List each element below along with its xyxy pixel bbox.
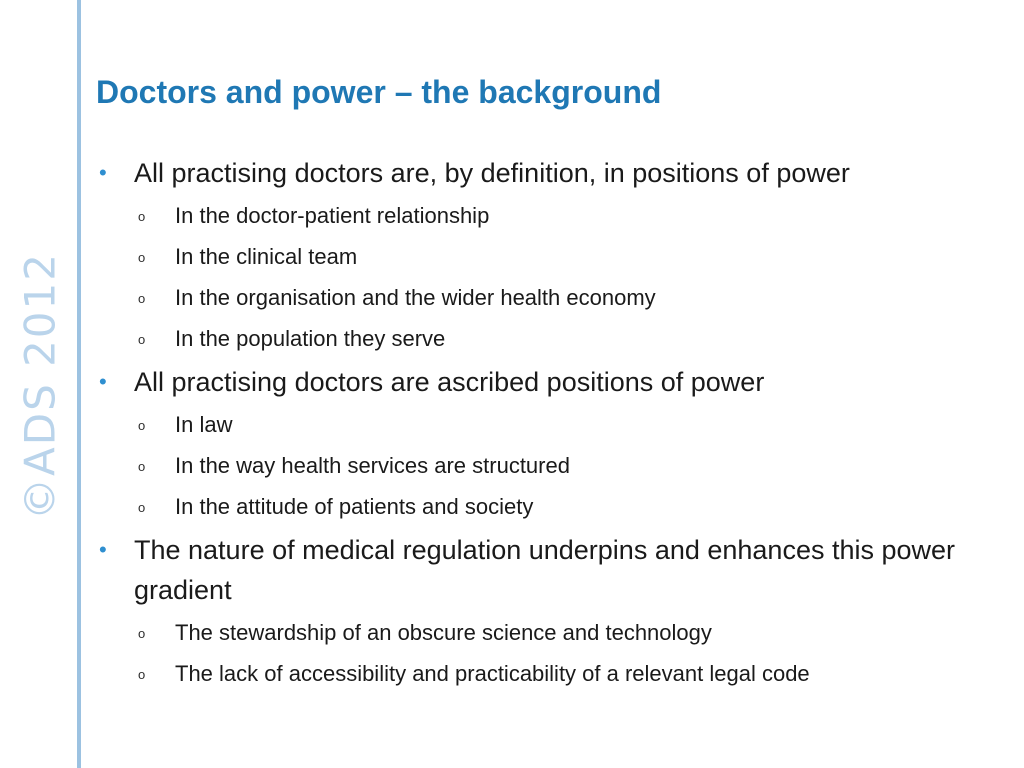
sub-bullet-point: [96, 277, 996, 318]
slide-title: Doctors and power – the background: [96, 74, 662, 110]
circle-bullet-icon: o: [138, 500, 146, 515]
bullet-text: The nature of medical regulation underpins and enhances this power gradient: [134, 535, 956, 605]
bullet-point: [96, 153, 996, 193]
sub-bullet-text: In the clinical team: [175, 244, 358, 269]
sub-bullet-text: In the population they serve: [175, 326, 446, 351]
sub-bullet-point: [96, 612, 996, 653]
sub-bullet-text: In law: [175, 412, 233, 437]
bullet-point: [96, 530, 996, 610]
circle-bullet-icon: o: [138, 459, 146, 474]
sub-bullet-point: [96, 195, 996, 236]
sub-bullet-text: In the doctor-patient relationship: [175, 203, 490, 228]
circle-bullet-icon: o: [138, 250, 146, 265]
bullet-dot-icon: •: [99, 160, 107, 185]
bullet-dot-icon: •: [99, 369, 107, 394]
sub-bullet-text: The stewardship of an obscure science and technology: [175, 620, 712, 645]
sub-bullet-point: [96, 653, 996, 694]
sub-bullet-text: In the way health services are structured: [175, 453, 570, 478]
sub-bullet-text: The lack of accessibility and practicability of a relevant legal code: [175, 661, 810, 686]
sub-bullet-point: [96, 445, 996, 486]
slide-content: [96, 150, 996, 694]
bullet-point: [96, 362, 996, 402]
circle-bullet-icon: o: [138, 667, 146, 682]
bullet-dot-icon: •: [99, 537, 107, 562]
circle-bullet-icon: o: [138, 626, 146, 641]
sub-bullet-point: [96, 486, 996, 527]
circle-bullet-icon: o: [138, 209, 146, 224]
sub-bullet-point: [96, 318, 996, 359]
copyright-watermark: ©ADS 2012: [15, 252, 65, 520]
side-rule: [77, 0, 81, 768]
bullet-text: All practising doctors are ascribed positions of power: [134, 367, 765, 397]
sub-bullet-point: [96, 236, 996, 277]
sub-bullet-text: In the organisation and the wider health economy: [175, 285, 656, 310]
circle-bullet-icon: o: [138, 418, 146, 433]
bullet-text: All practising doctors are, by definition, in positions of power: [134, 158, 850, 188]
circle-bullet-icon: o: [138, 291, 146, 306]
circle-bullet-icon: o: [138, 332, 146, 347]
sub-bullet-text: In the attitude of patients and society: [175, 494, 534, 519]
sub-bullet-point: [96, 404, 996, 445]
